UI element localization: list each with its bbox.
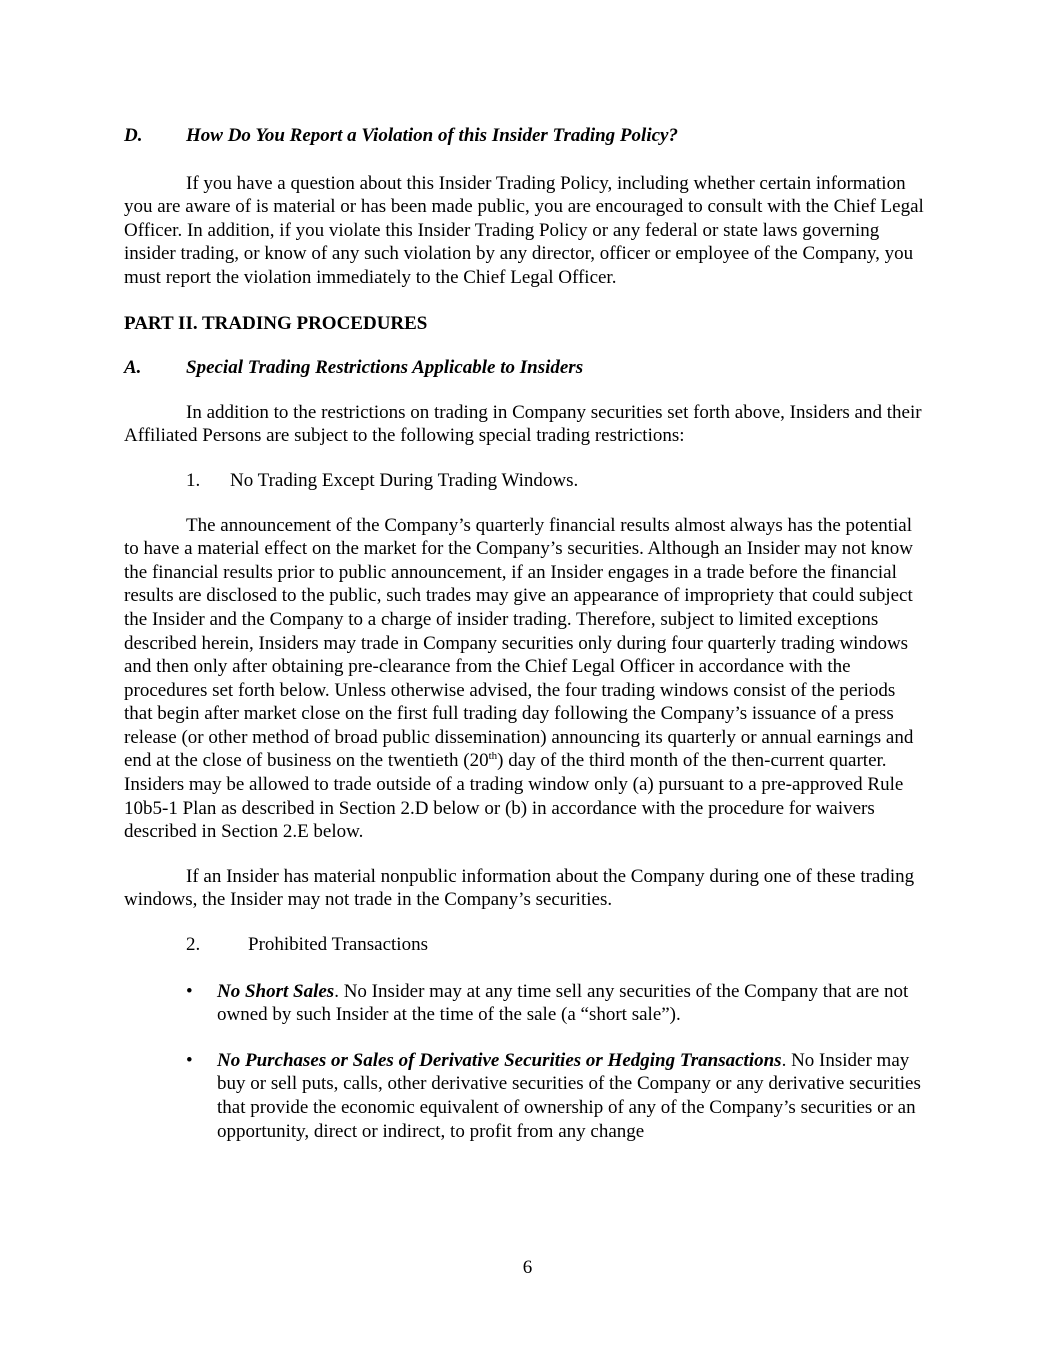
bullet-text: . No Insider may buy or sell puts, calls, other derivative securities of the Company or any derivative securities that provide the economic equivalent of ownership of any of the Company’s securities or an opportunity, direct or indirect, to profit from any change bbox=[217, 1049, 921, 1142]
bullet-text: . No Insider may at any time sell any securities of the Company that are not owned by such Insider at the time of the sale (a “short sale”). bbox=[217, 980, 909, 1026]
section-d-paragraph: If you have a question about this Insider Trading Policy, including whether certain information you are aware of is material or has been made public, you are encouraged to consult with the Chief Legal Officer. In addition, if you violate this Insider Trading Policy or any federal or state laws governing insider trading, or know of any such violation by any director, officer or employee of the Company, you must report the violation immediately to the Chief Legal Officer. bbox=[124, 172, 924, 288]
part-ii-title: PART II. TRADING PROCEDURES bbox=[124, 312, 428, 334]
item-1-paragraph bbox=[124, 514, 924, 844]
item-1-title: No Trading Except During Trading Windows. bbox=[230, 469, 579, 491]
section-d-label: D. bbox=[124, 125, 143, 146]
section-d-title: How Do You Report a Violation of this Insider Trading Policy? bbox=[186, 125, 678, 146]
section-d-heading bbox=[124, 124, 924, 148]
bullet-icon: • bbox=[186, 980, 193, 1002]
item-1-heading bbox=[124, 469, 924, 493]
item-1-paragraph-part2: ) day of the third month of the then-current quarter. Insiders may be allowed to trade outside of a trading window only (a) pursuant to a pre-approved Rule 10b5-1 Plan as described in Section 2.D below or (b) in accordance with the procedure for waivers described in Section 2.E below. bbox=[124, 750, 904, 843]
item-1-paragraph-2: If an Insider has material nonpublic information about the Company during one of these trading windows, the Insider may not trade in the Company’s securities. bbox=[124, 865, 915, 911]
bullet-lead: No Purchases or Sales of Derivative Securities or Hedging Transactions bbox=[217, 1049, 782, 1071]
section-a-title: Special Trading Restrictions Applicable to Insiders bbox=[186, 357, 584, 379]
section-a-intro: In addition to the restrictions on trading in Company securities set forth above, Insiders and their Affiliated Persons are subject to the following special trading restrictions: bbox=[124, 401, 922, 447]
item-2-heading bbox=[124, 933, 924, 957]
section-a-label: A. bbox=[124, 357, 142, 379]
item-1-number: 1. bbox=[186, 469, 201, 491]
bullet-lead: No Short Sales bbox=[217, 980, 335, 1002]
ordinal-superscript: th bbox=[488, 750, 498, 763]
bullet-no-derivatives bbox=[124, 1049, 924, 1143]
item-2-title: Prohibited Transactions bbox=[248, 934, 428, 956]
bullet-no-short-sales bbox=[124, 980, 924, 1027]
item-1-paragraph-part1: The announcement of the Company’s quarterly financial results almost always has the potential to have a material effect on the market for the Company’s securities. Although an Insider may not know the financial results prior to public announcement, if an Insider engages in a trade before the financial results are disclosed to the public, such trades may give an appearance of impropriety that could subject the Insider and the Company to a charge of insider trading. Therefore, subject to limited exceptions described herein, Insiders may trade in Company securities only during four quarterly trading windows and then only after obtaining pre-clearance from the Chief Legal Officer in accordance with the procedures set forth below. Unless otherwise advised, the four trading windows consist of the periods that begin after market close on the first full trading day following the Company’s issuance of a press release (or other method of broad public dissemination) announcing its quarterly or annual earnings and end at the close of business on the twentieth (20 bbox=[124, 514, 914, 772]
item-2-number: 2. bbox=[186, 934, 201, 956]
section-a-heading bbox=[124, 356, 924, 380]
page-number: 6 bbox=[522, 1257, 533, 1278]
document-page bbox=[124, 124, 924, 1143]
bullet-icon: • bbox=[186, 1049, 193, 1071]
